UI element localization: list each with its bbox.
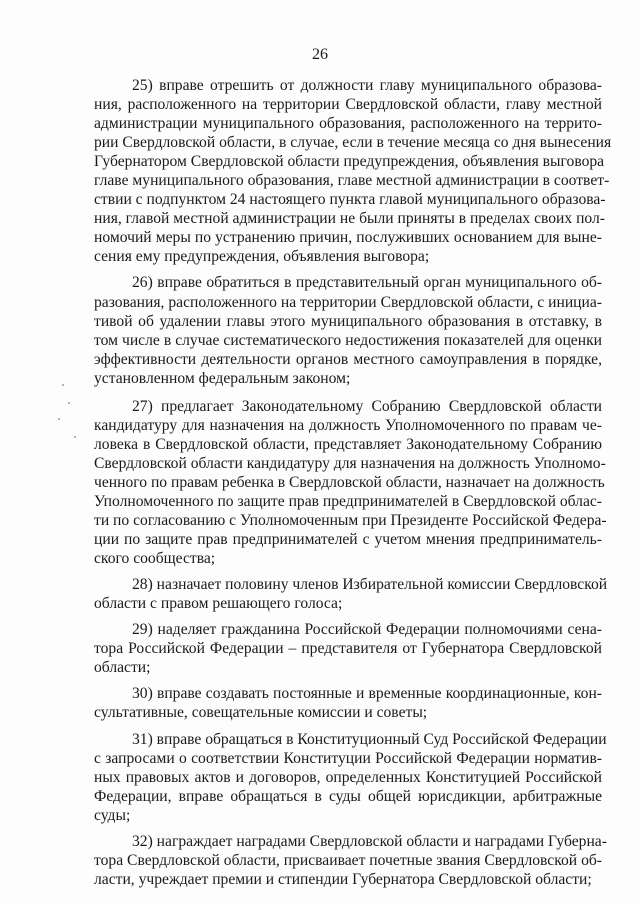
paragraph-29 [94, 620, 602, 677]
text-line: 25) вправе отрешить от должности главу муниципального образова- [132, 77, 602, 94]
text-line: ласти, учреждает премии и стипендии Губернатора Свердловской области; [94, 870, 592, 888]
text-line: ния, главой местной администрации не были приняты в пределах своих пол- [94, 210, 605, 228]
text-line: установленном федеральным законом; [94, 369, 351, 387]
text-line: Свердловской области кандидатуру для назначения на должность Уполномо- [94, 454, 606, 472]
text-line: ных правовых актов и договоров, определенных Конституцией Российской [94, 768, 602, 786]
text-line: суды; [94, 806, 131, 824]
text-line: сультативные, совещательные комиссии и советы; [94, 704, 428, 722]
text-line: 31) вправе обращаться в Конституционный Суд Российской Федерации [132, 730, 607, 748]
text-line: 27) предлагает Законодательному Собранию Свердловской области [132, 397, 602, 415]
text-line: Уполномоченного по защите прав предпринимателей в Свердловской облас- [94, 492, 602, 510]
paragraph-32 [94, 832, 607, 889]
text-line: главе муниципального образования, главе местной администрации в соответ- [94, 172, 610, 190]
text-line: 28) назначает половину членов Избирательной комиссии Свердловской [132, 576, 608, 594]
text-line: тора Свердловской области, присваивает почетные звания Свердловской об- [94, 851, 602, 869]
paragraph-30 [94, 684, 602, 722]
paragraph-25 [94, 76, 612, 266]
text-line: ния, расположенного на территории Свердловской области, главу местной [94, 96, 602, 114]
text-line: Федерации, вправе обращаться в суды общей юрисдикции, арбитражные [94, 787, 602, 805]
text-line: 30) вправе создавать постоянные и временные координационные, кон- [132, 685, 602, 703]
text-line: 32) награждает наградами Свердловской области и наградами Губерна- [132, 832, 607, 850]
text-line: ловека в Свердловской области, представляет Законодательному Собранию [94, 435, 602, 453]
scan-speck [62, 384, 64, 386]
text-line: номочий меры по устранению причин, послуживших основанием для выне- [94, 229, 602, 247]
text-line: тивой об удалении главы этого муниципального образования в отставку, в [94, 312, 602, 330]
text-line: ченного по правам ребенка в Свердловской области, назначает на должность [94, 473, 605, 491]
text-line: Губернатором Свердловской области предупреждения, объявления выговора [94, 153, 605, 171]
text-line: ского сообщества; [94, 550, 216, 568]
page-number: 26 [312, 46, 328, 63]
paragraph-27 [94, 397, 607, 568]
text-line: разования, расположенного на территории Свердловской области, с инициа- [94, 293, 602, 311]
paragraph-28 [94, 575, 608, 613]
text-line: ции по защите прав предпринимателей с учетом мнения предприниматель- [94, 531, 602, 549]
text-line: области с правом решающего голоса; [94, 595, 343, 613]
text-line: 29) наделяет гражданина Российской Федерации полномочиями сена- [132, 621, 602, 639]
paragraph-31 [94, 730, 607, 825]
text-line: кандидатуру для назначения на должность Уполномоченного по правам че- [94, 416, 602, 434]
text-line: с запросами о соответствии Конституции Российской Федерации норматив- [94, 749, 602, 767]
text-line: сения ему предупреждения, объявления выговора; [94, 248, 430, 266]
scan-speck [68, 402, 70, 404]
text-line: эффективности деятельности органов местного самоуправления в порядке, [94, 350, 602, 368]
text-line: ствии с подпунктом 24 настоящего пункта главой муниципального образова- [94, 191, 606, 209]
document-body [94, 76, 612, 889]
text-line: рии Свердловской области, в случае, если в течение месяца со дня вынесения [94, 134, 612, 152]
scan-speck [74, 436, 76, 438]
paragraph-26 [94, 273, 602, 387]
scan-speck [58, 418, 60, 420]
text-line: тора Российской Федерации – представителя от Губернатора Свердловской [94, 640, 602, 658]
text-line: области; [94, 659, 151, 677]
text-line: том числе в случае систематического недостижения показателей для оценки [94, 331, 602, 349]
text-line: ти по согласованию с Уполномоченным при Президенте Российской Федера- [94, 512, 607, 530]
text-line: администрации муниципального образования, расположенного на террито- [94, 115, 602, 133]
text-line: 26) вправе обратиться в представительный орган муниципального об- [132, 274, 602, 292]
